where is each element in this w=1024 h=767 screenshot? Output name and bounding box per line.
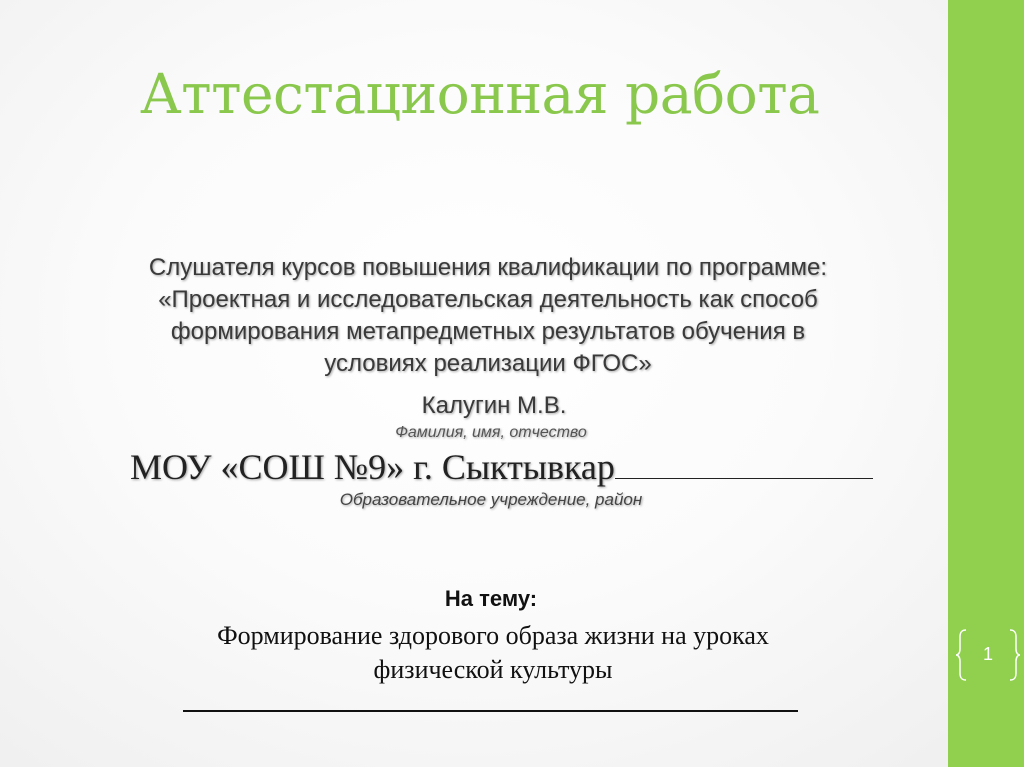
program-line: «Проектная и исследовательская деятельность как способ — [158, 286, 818, 313]
program-description — [80, 252, 896, 380]
slide-title: Аттестационная работа — [140, 62, 820, 126]
school-fill-line — [615, 450, 873, 479]
program-line: формирования метапредметных результатов обучения в — [170, 318, 806, 345]
program-line: Слушателя курсов повышения квалификации по программе: — [148, 254, 828, 281]
program-line: условиях реализации ФГОС» — [324, 350, 652, 377]
school-field — [130, 446, 873, 488]
school-caption: Образовательное учреждение, район — [339, 490, 643, 509]
school-name: МОУ «СОШ №9» г. Сыктывкар — [130, 447, 615, 487]
slide-number: 1 — [982, 644, 993, 664]
author-name: Калугин М.В. — [421, 392, 567, 419]
topic-text: Формирование здорового образа жизни на уроках физической культуры — [217, 621, 769, 684]
topic-label: На тему: — [444, 586, 538, 611]
topic-underline — [183, 710, 798, 712]
slide-number-badge — [956, 628, 1020, 682]
author-caption: Фамилия, имя, отчество — [395, 424, 587, 441]
